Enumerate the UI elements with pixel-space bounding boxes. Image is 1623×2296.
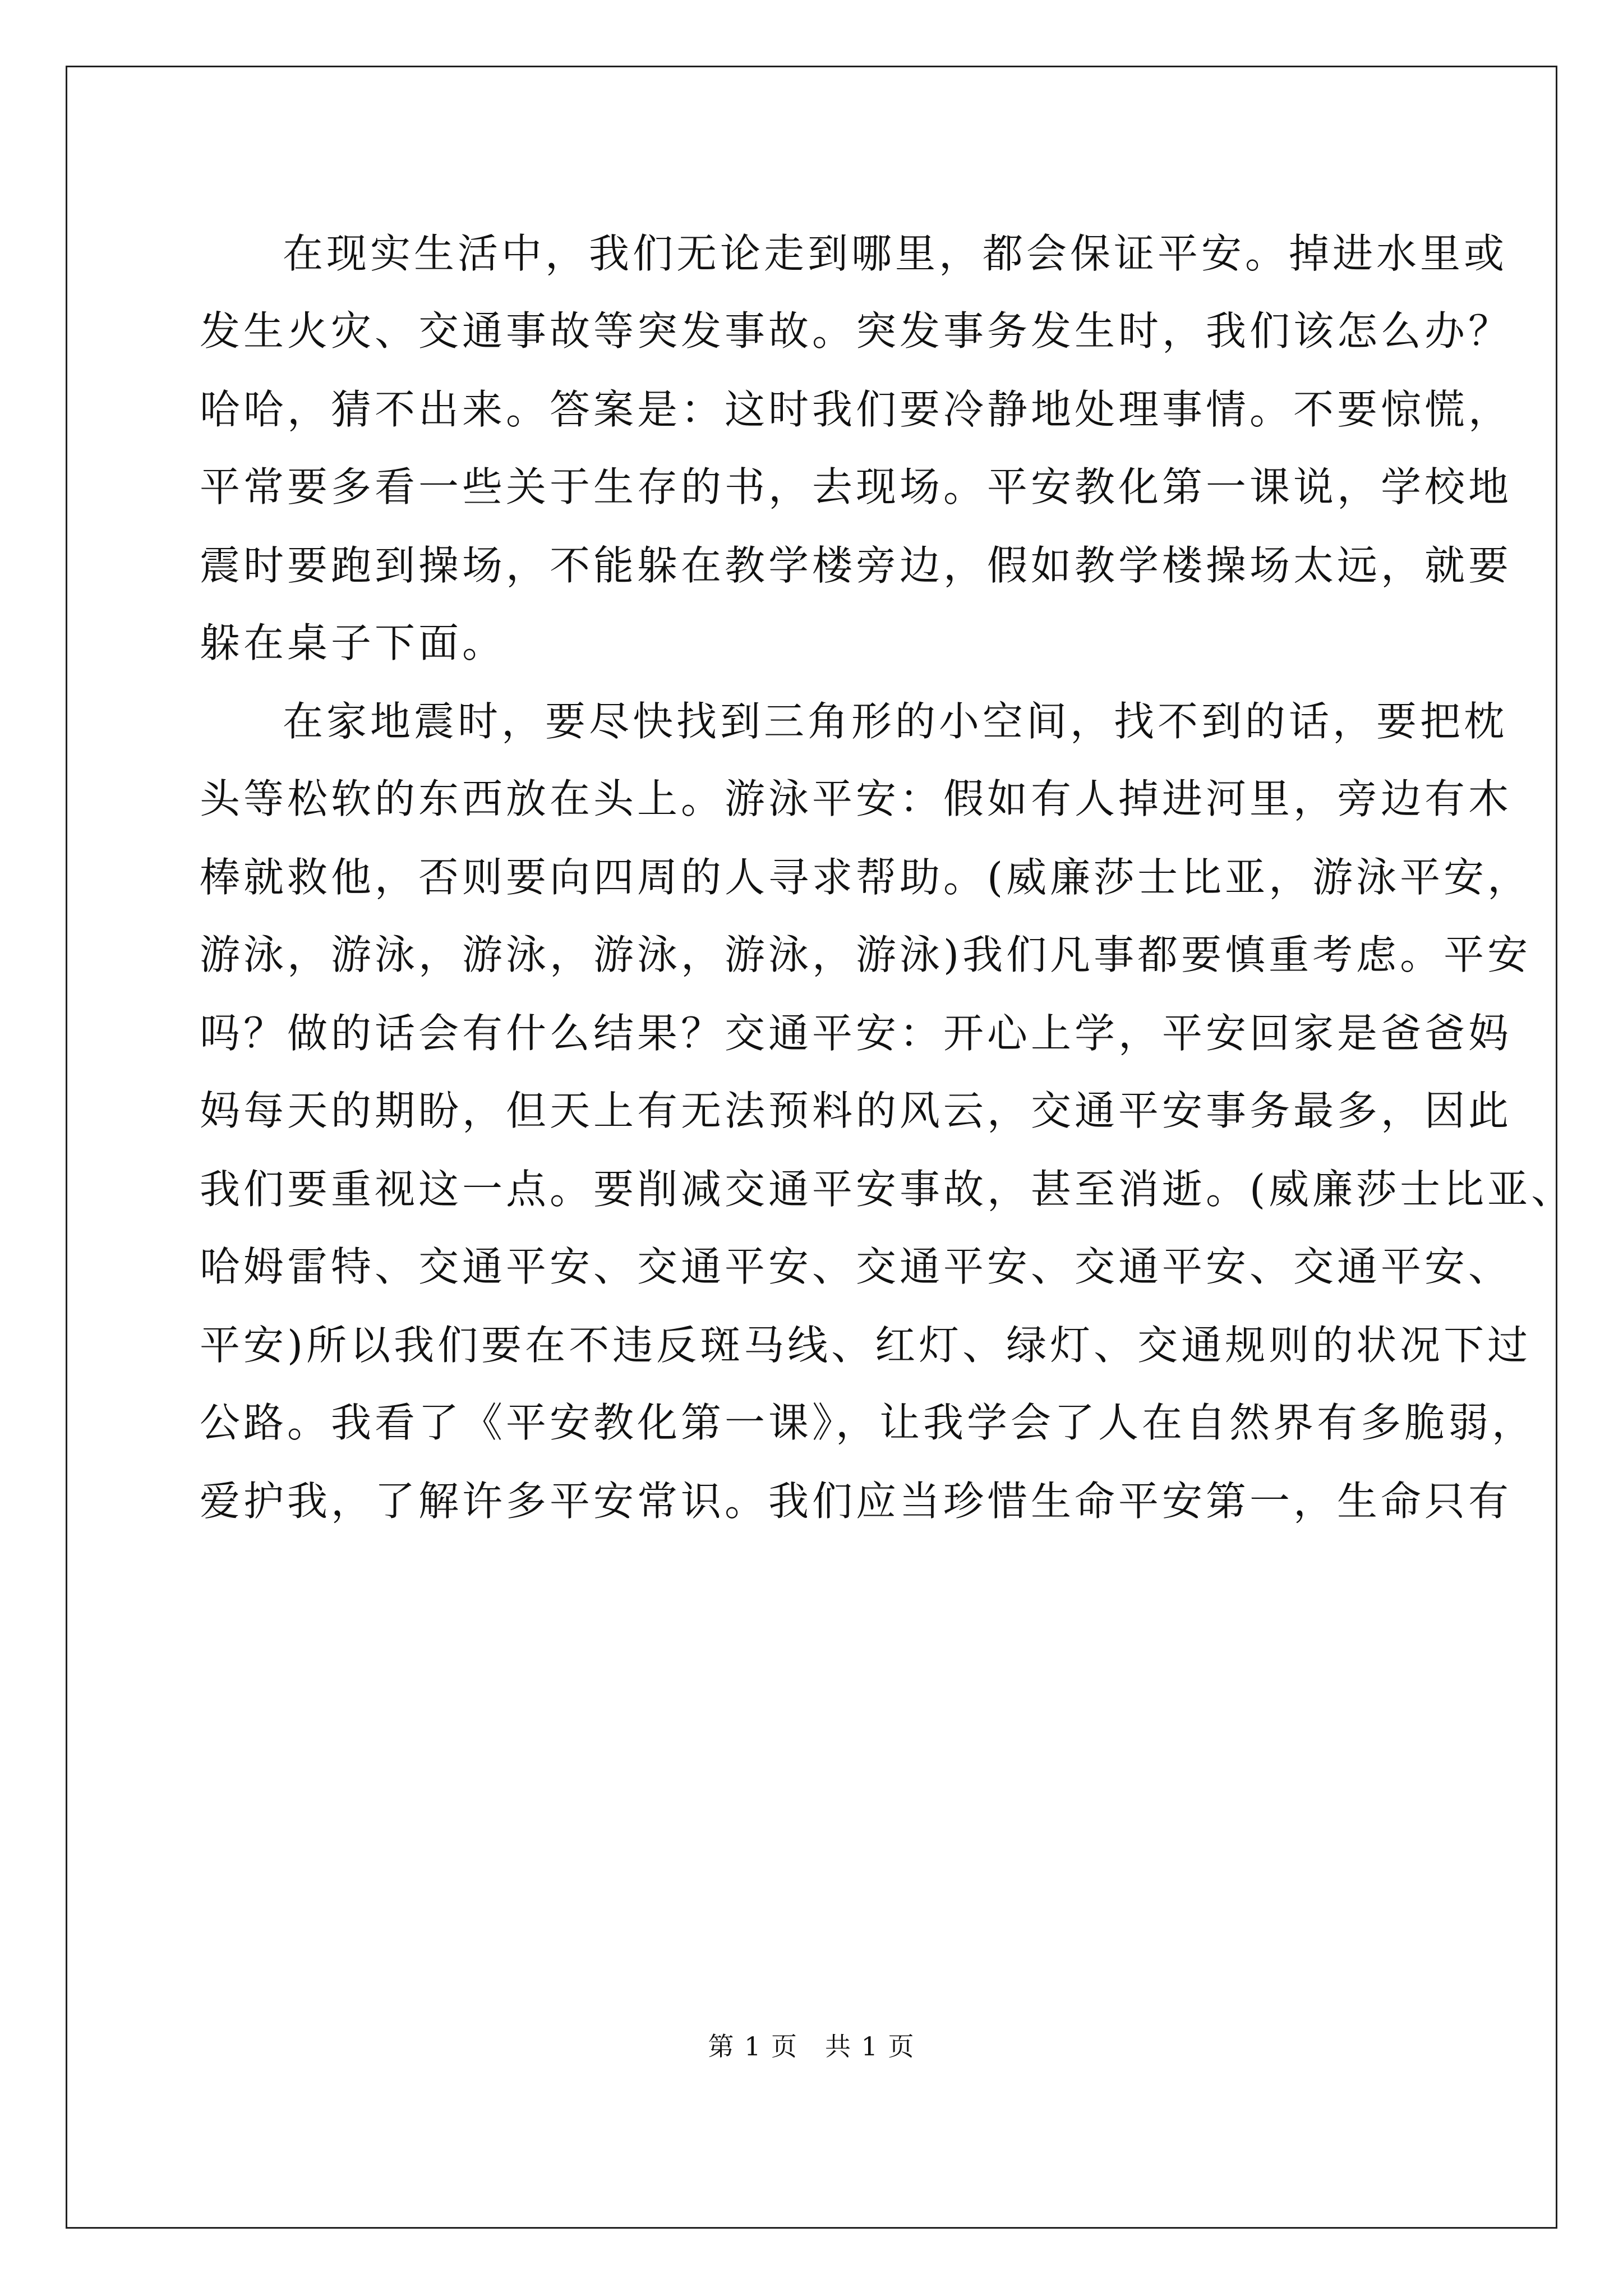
body-text-line: 在家地震时，要尽快找到三角形的小空间，找不到的话，要把枕 xyxy=(283,698,1508,745)
body-text-line: 哈姆雷特、交通平安、交通平安、交通平安、交通平安、交通平安、 xyxy=(200,1243,1513,1290)
body-text-line: 躲在桌子下面。 xyxy=(200,619,506,666)
body-text-line: 震时要跑到操场，不能躲在教学楼旁边，假如教学楼操场太远，就要 xyxy=(200,542,1513,589)
body-text-line: 哈哈，猜不出来。答案是：这时我们要冷静地处理事情。不要惊慌， xyxy=(200,386,1513,433)
body-text-line: 在现实生活中，我们无论走到哪里，都会保证平安。掉进水里或 xyxy=(283,230,1508,277)
body-text-line: 头等松软的东西放在头上。游泳平安：假如有人掉进河里，旁边有木 xyxy=(200,775,1513,822)
body-text-line: 棒就救他，否则要向四周的人寻求帮助。(威廉莎士比亚，游泳平安， xyxy=(200,854,1532,901)
body-text-line: 爱护我，了解许多平安常识。我们应当珍惜生命平安第一，生命只有 xyxy=(200,1478,1513,1525)
body-text-line: 我们要重视这一点。要削减交通平安事故，甚至消逝。(威廉莎士比亚、 xyxy=(200,1166,1575,1213)
body-text-line: 平安)所以我们要在不违反斑马线、红灯、绿灯、交通规则的状况下过 xyxy=(200,1322,1532,1369)
page-footer: 第 1 页 共 1 页 xyxy=(708,2031,915,2062)
body-text-line: 公路。我看了《平安教化第一课》，让我学会了人在自然界有多脆弱， xyxy=(200,1399,1536,1446)
body-text-line: 吗？做的话会有什么结果？交通平安：开心上学，平安回家是爸爸妈 xyxy=(200,1010,1513,1057)
body-text-line: 妈每天的期盼，但天上有无法预料的风云，交通平安事务最多，因此 xyxy=(200,1087,1513,1134)
body-text-line: 游泳，游泳，游泳，游泳，游泳，游泳)我们凡事都要慎重考虑。平安 xyxy=(200,931,1532,978)
body-text-line: 发生火灾、交通事故等突发事故。突发事务发生时，我们该怎么办？ xyxy=(200,307,1513,355)
body-text-line: 平常要多看一些关于生存的书，去现场。平安教化第一课说，学校地 xyxy=(200,463,1513,510)
